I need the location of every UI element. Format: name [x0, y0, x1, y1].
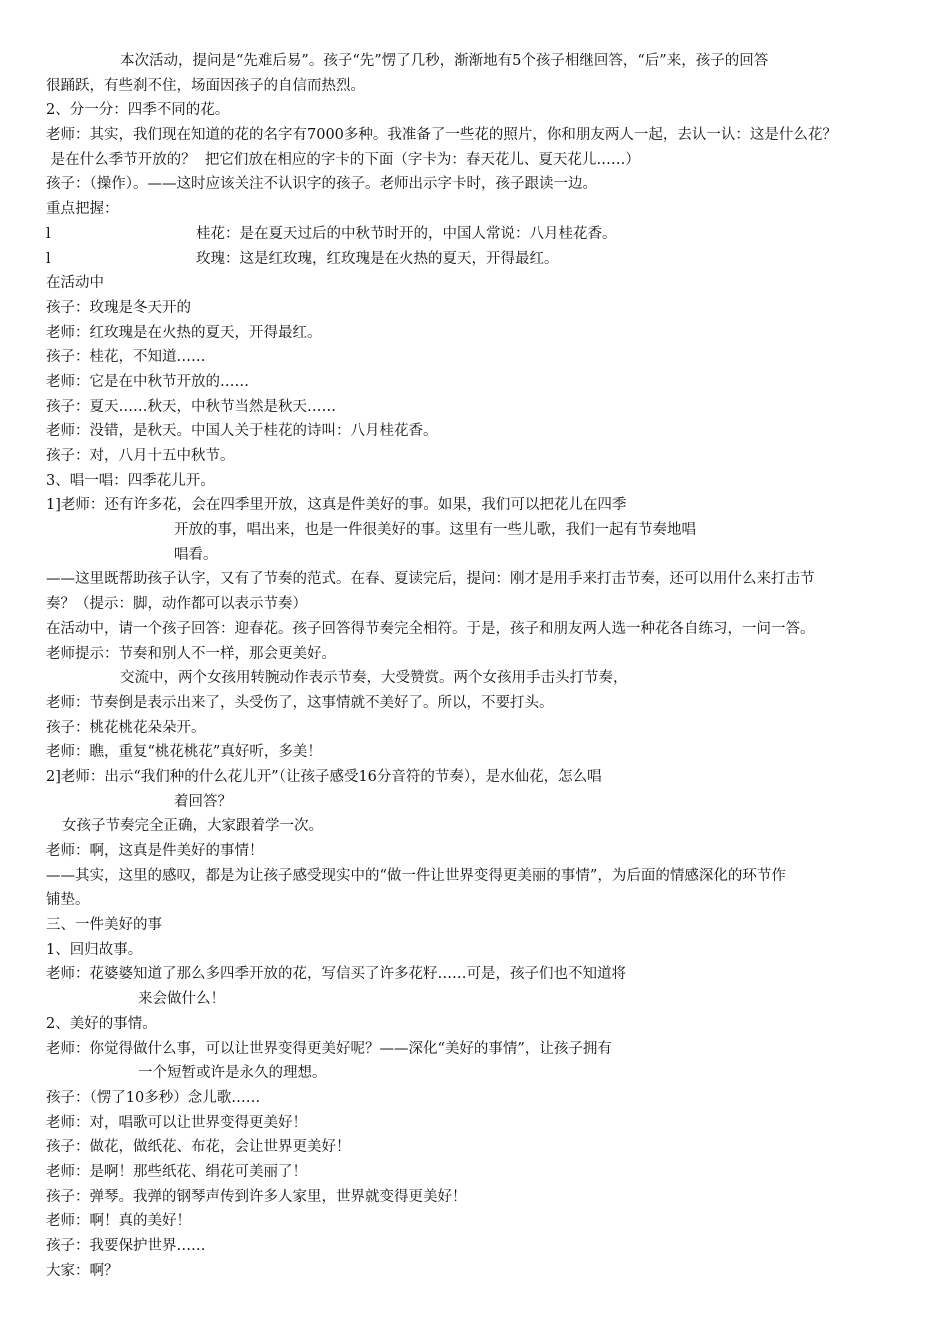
- text-line: 老师：节奏倒是表示出来了，头受伤了，这事情就不美好了。所以，不要打头。: [46, 694, 554, 711]
- text-line: ——这里既帮助孩子认字，又有了节奏的范式。在春、夏读完后，提问：刚才是用手来打击节奏，还可以用什么来打击节: [46, 571, 815, 588]
- text-line: 老师：红玫瑰是在火热的夏天，开得最红。: [46, 324, 322, 341]
- text-line: 1、回归故事。: [46, 941, 143, 958]
- text-line: 孩子：弹琴。我弹的钢琴声传到许多人家里，世界就变得更美好！: [46, 1188, 467, 1205]
- text-line: 老师提示：节奏和别人不一样，那会更美好。: [46, 645, 336, 662]
- text-line: 很踊跃，有些刹不住，场面因孩子的自信而热烈。: [46, 77, 365, 94]
- text-line: 大家：啊？: [46, 1262, 119, 1279]
- text-line: 孩子：桃花桃花朵朵开。: [46, 719, 206, 736]
- text-line: 铺垫。: [46, 892, 90, 909]
- text-line: 老师：对，唱歌可以让世界变得更美好！: [46, 1114, 307, 1131]
- text-line: 孩子：桂花，不知道……: [46, 349, 206, 366]
- text-line: 在活动中: [46, 275, 104, 292]
- text-line: 老师：啊，这真是件美好的事情！: [46, 843, 264, 859]
- text-line: ——其实，这里的感叹，都是为让孩子感受现实中的“做一件让世界变得更美丽的事情”，为后面的情感深化的环节作: [46, 867, 786, 884]
- bullet-marker: l: [46, 225, 51, 242]
- text-line: 老师：它是在中秋节开放的……: [46, 373, 249, 390]
- bullet-text: 玫瑰：这是红玫瑰，红玫瑰是在火热的夏天，开得最红。: [196, 250, 559, 267]
- text-line: 老师：你觉得做什么事，可以让世界变得更美好呢？——深化“美好的事情”，让孩子拥有: [46, 1040, 612, 1057]
- text-line: 孩子：（操作）。——这时应该关注不认识字的孩子。老师出示字卡时，孩子跟读一边。: [46, 176, 597, 193]
- document-body: [46, 49, 912, 1283]
- text-line: 老师：其实，我们现在知道的花的名字有7000多种。我准备了一些花的照片，你和朋友两人一起，去认一认：这是什么花？: [46, 127, 837, 144]
- text-line: 来会做什么！: [138, 991, 225, 1008]
- text-line: 老师：是啊！那些纸花、绢花可美丽了！: [46, 1163, 307, 1180]
- text-line: 着回答？: [174, 793, 232, 810]
- text-line: 唱看。: [174, 546, 218, 563]
- text-line: 本次活动，提问是“先难后易”。孩子“先”愣了几秒，渐渐地有5个孩子相继回答，“后”来，孩子的回答: [120, 53, 769, 69]
- text-line: 是在什么季节开放的？ 把它们放在相应的字卡的下面（字卡为：春天花儿、夏天花儿……）: [46, 151, 640, 168]
- text-line: 1]老师：还有许多花，会在四季里开放，这真是件美好的事。如果，我们可以把花儿在四季: [46, 497, 627, 514]
- text-line: 2、美好的事情。: [46, 1015, 157, 1032]
- text-line: 重点把握：: [46, 201, 119, 218]
- bullet-line: [46, 247, 912, 272]
- text-line: 一个短暂或许是永久的理想。: [138, 1065, 327, 1082]
- text-line: 孩子：玫瑰是冬天开的: [46, 299, 191, 316]
- bullet-text: 桂花：是在夏天过后的中秋节时开的，中国人常说：八月桂花香。: [196, 225, 617, 242]
- text-line: 三、一件美好的事: [46, 917, 162, 934]
- text-line: 奏？（提示：脚，动作都可以表示节奏）: [46, 596, 307, 613]
- text-line: 交流中，两个女孩用转腕动作表示节奏，大受赞赏。两个女孩用手击头打节奏，: [120, 670, 628, 687]
- text-line: 老师：瞧，重复“桃花桃花”真好听，多美！: [46, 744, 322, 761]
- text-line: 2]老师：出示“我们种的什么花儿开”（让孩子感受16分音符的节奏），是水仙花，怎么唱: [46, 768, 602, 785]
- text-line: 3、唱一唱：四季花儿开。: [46, 472, 215, 489]
- bullet-line: [46, 222, 912, 247]
- bullet-marker: l: [46, 250, 51, 267]
- text-line: 孩子：夏天……秋天，中秋节当然是秋天……: [46, 398, 336, 415]
- text-line: 在活动中，请一个孩子回答：迎春花。孩子回答得节奏完全相符。于是，孩子和朋友两人选一种花各自练习，一问一答。: [46, 620, 815, 637]
- text-line: 老师：啊！真的美好！: [46, 1213, 191, 1230]
- text-line: 孩子：对，八月十五中秋节。: [46, 448, 235, 464]
- text-line: 孩子：（愣了10多秒）念儿歌……: [46, 1089, 261, 1106]
- text-line: 开放的事，唱出来，也是一件很美好的事。这里有一些儿歌，我们一起有节奏地唱: [174, 522, 696, 539]
- text-line: 孩子：我要保护世界……: [46, 1238, 206, 1254]
- text-line: 老师：没错，是秋天。中国人关于桂花的诗叫：八月桂花香。: [46, 423, 438, 440]
- text-line: 女孩子节奏完全正确，大家跟着学一次。: [62, 818, 323, 835]
- text-line: 2、分一分：四季不同的花。: [46, 102, 230, 119]
- text-line: 老师：花婆婆知道了那么多四季开放的花，写信买了许多花籽……可是，孩子们也不知道将: [46, 966, 626, 983]
- text-line: 孩子：做花，做纸花、布花，会让世界更美好！: [46, 1139, 351, 1156]
